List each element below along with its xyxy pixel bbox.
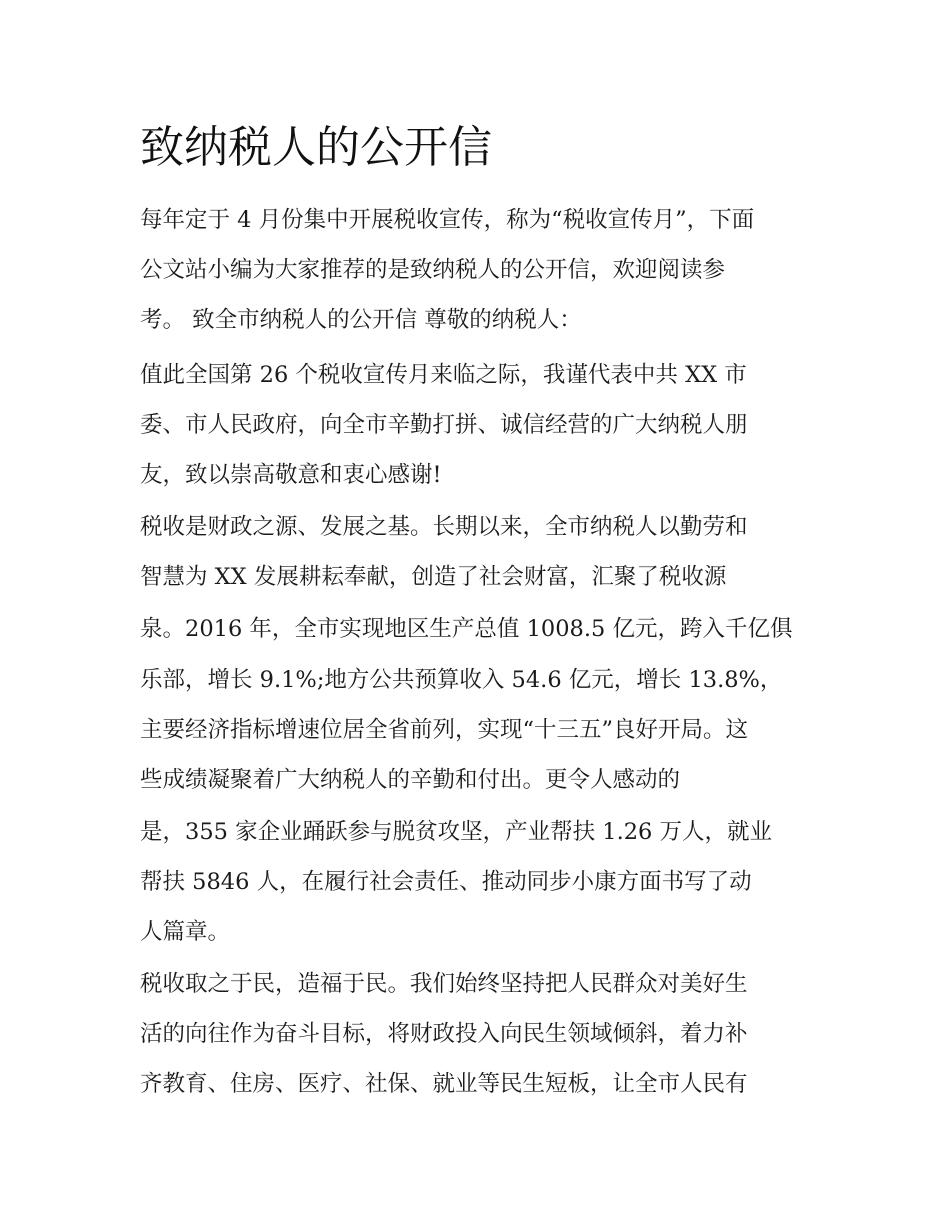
- text-line: 考。 致全市纳税人的公开信 尊敬的纳税人：: [140, 307, 582, 333]
- text-line: 齐教育、住房、医疗、社保、就业等民生短板，让全市人民有: [140, 1071, 748, 1097]
- text-line: 税收是财政之源、发展之基。长期以来，全市纳税人以勤劳和: [140, 514, 748, 540]
- text-line: 税收取之于民，造福于民。我们始终坚持把人民群众对美好生: [140, 971, 748, 997]
- text-line: 活的向往作为奋斗目标，将财政投入向民生领域倾斜，着力补: [140, 1021, 748, 1047]
- text-line: 帮扶 5846 人，在履行社会责任、推动同步小康方面书写了动: [140, 869, 752, 895]
- text-line: 每年定于 4 月份集中开展税收宣传，称为“税收宣传月”，下面: [140, 207, 755, 233]
- text-line: 是，355 家企业踊跃参与脱贫攻坚，产业帮扶 1.26 万人，就业: [140, 819, 773, 845]
- text-line: 些成绩凝聚着广大纳税人的辛勤和付出。更令人感动的: [140, 767, 681, 793]
- text-line: 主要经济指标增速位居全省前列，实现“十三五”良好开局。这: [140, 717, 749, 743]
- text-line: 友，致以崇高敬意和衷心感谢!: [140, 462, 442, 488]
- text-line: 值此全国第 26 个税收宣传月来临之际，我谨代表中共 XX 市: [140, 362, 747, 388]
- text-line: 乐部，增长 9.1%;地方公共预算收入 54.6 亿元，增长 13.8%，: [140, 667, 783, 693]
- text-line: 智慧为 XX 发展耕耘奉献，创造了社会财富，汇聚了税收源: [140, 564, 727, 590]
- document-title: 致纳税人的公开信: [140, 122, 492, 173]
- text-line: 人篇章。: [140, 919, 231, 945]
- text-line: 委、市人民政府，向全市辛勤打拼、诚信经营的广大纳税人朋: [140, 412, 748, 438]
- text-line: 公文站小编为大家推荐的是致纳税人的公开信，欢迎阅读参: [140, 257, 726, 283]
- text-line: 泉。2016 年，全市实现地区生产总值 1008.5 亿元，跨入千亿俱: [140, 616, 793, 642]
